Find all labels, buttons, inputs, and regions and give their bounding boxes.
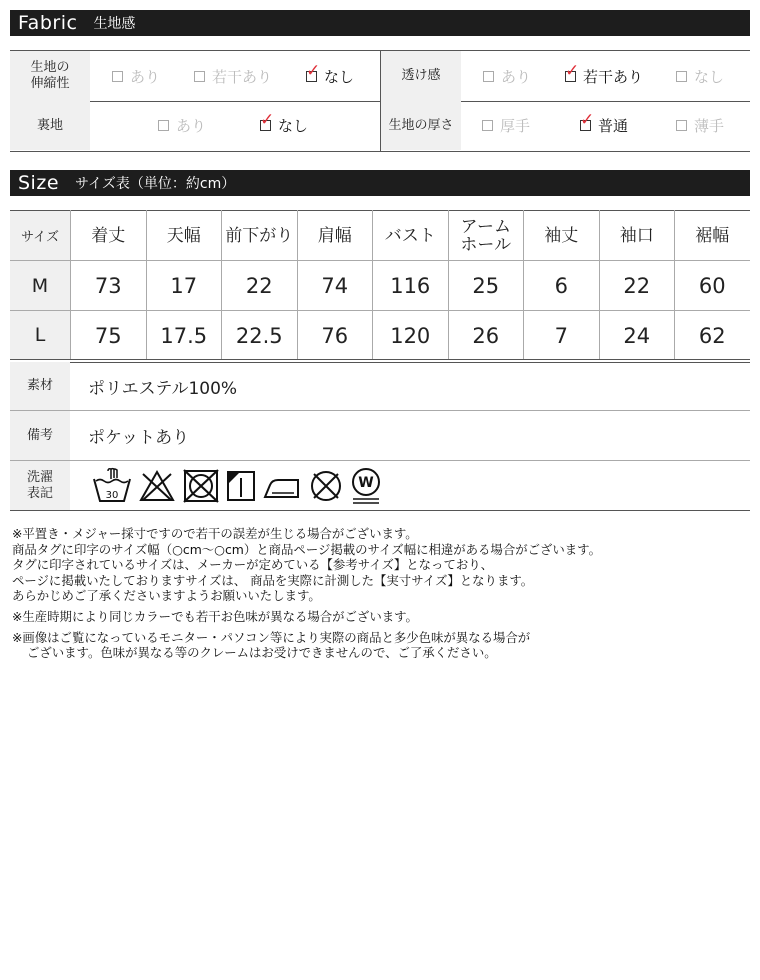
- checkbox-icon: [676, 71, 687, 82]
- size-cell: 60: [698, 273, 726, 298]
- option-label: 薄手: [694, 117, 725, 135]
- material-row: [10, 362, 750, 411]
- checkbox-icon: [194, 71, 205, 82]
- size-column-header: 天幅: [166, 225, 201, 246]
- checkbox-checked-icon: ✓: [306, 60, 321, 81]
- checkbox-icon: [112, 71, 123, 82]
- size-cell: 116: [390, 273, 431, 298]
- size-cell: 22.5: [235, 323, 283, 348]
- label-line: 裏地: [36, 117, 63, 133]
- checkbox-checked-icon: ✓: [565, 60, 580, 81]
- fabric-title-en: Fabric: [18, 12, 78, 34]
- label-line: 生地の: [30, 60, 70, 75]
- iron-low-icon: [262, 471, 302, 501]
- fabric-title-jp: 生地感: [93, 16, 136, 32]
- care-label: [10, 461, 70, 510]
- material-value: ポリエステル100%: [88, 378, 238, 399]
- material-label: 素材: [10, 362, 70, 410]
- note-line: ※画像はご覧になっているモニター・パソコン等により実際の商品と多少色味が異なる場合が: [12, 629, 531, 645]
- note-line: あらかじめご了承くださいますようお願いいたします。: [12, 588, 321, 604]
- fabric-header: [10, 10, 750, 36]
- fabric-row: [10, 51, 750, 102]
- size-cell: 62: [698, 323, 726, 348]
- option-stretch-slight: [194, 51, 272, 101]
- remarks-label: 備考: [10, 411, 70, 460]
- care-row: [10, 461, 750, 511]
- option-lining-no: [260, 101, 308, 150]
- option-sheer-slight: [565, 51, 643, 101]
- note-line: 商品タグに印字のサイズ幅（○cm～○cm）と商品ページ掲載のサイズ幅に相違がある場合がございます。: [12, 541, 601, 557]
- size-header: [10, 170, 750, 196]
- size-cell: 22: [245, 273, 273, 298]
- option-lining-yes: [158, 101, 206, 150]
- checkbox-checked-icon: ✓: [260, 110, 275, 130]
- size-cell: 26: [472, 323, 500, 348]
- label-line: 透け感: [401, 68, 441, 83]
- size-column-header: バスト: [384, 225, 436, 246]
- wet-clean-icon: [350, 466, 382, 506]
- wash-temp: 30: [105, 490, 119, 501]
- no-bleach-icon: [138, 468, 176, 504]
- size-cell: 17.5: [160, 323, 208, 348]
- option-label: 厚手: [500, 117, 531, 135]
- notes: [12, 526, 752, 661]
- option-normal: [580, 101, 628, 150]
- label-line: 表記: [26, 485, 53, 501]
- option-label: あり: [501, 67, 532, 86]
- option-label: なし: [324, 67, 355, 86]
- option-label: あり: [176, 117, 207, 135]
- label-line: 生地の厚さ: [388, 117, 454, 133]
- wet-letter: W: [358, 475, 374, 491]
- option-label: あり: [130, 67, 161, 86]
- checkbox-icon: [483, 71, 494, 82]
- note-line: ページに掲載いたしておりますサイズは、 商品を実際に計測した【実寸サイズ】となります。: [12, 572, 534, 588]
- option-sheer-yes: [483, 51, 531, 101]
- note-line: タグに印字されているサイズは、メーカーが定めている【参考サイズ】となっており、: [12, 557, 494, 573]
- size-row-label: L: [10, 311, 70, 359]
- size-column-header: 肩幅: [317, 225, 352, 246]
- option-stretch-yes: [112, 51, 160, 101]
- fabric-label-thickness: [381, 101, 461, 150]
- size-cell: 17: [170, 273, 198, 298]
- option-label: なし: [278, 117, 309, 135]
- note-line: ※平置き・メジャー採寸ですので若干の誤差が生じる場合がございます。: [12, 526, 418, 541]
- size-cell: 74: [321, 273, 349, 298]
- note-line: ございます。色味が異なる等のクレームはお受けできませんので、ご了承ください。: [27, 645, 497, 661]
- size-cell: 6: [554, 273, 568, 298]
- size-corner: サイズ: [10, 211, 70, 260]
- fabric-label-sheer: [381, 51, 461, 101]
- option-stretch-none: [306, 51, 354, 101]
- label-line: 伸縮性: [30, 76, 70, 91]
- size-cell: 76: [321, 323, 349, 348]
- option-thick: [482, 101, 530, 150]
- fabric-label-lining: [10, 101, 90, 150]
- size-column-header: 袖丈: [544, 225, 579, 246]
- checkbox-icon: [676, 120, 687, 131]
- size-cell: 22: [623, 273, 651, 298]
- size-column-header: 前下がり: [225, 225, 294, 246]
- remarks-value: ポケットあり: [88, 428, 190, 448]
- size-column-header: アーム ホール: [460, 216, 512, 255]
- checkbox-checked-icon: ✓: [580, 110, 595, 130]
- size-column-header: 袖口: [619, 225, 654, 246]
- no-tumble-dry-icon: [182, 468, 220, 504]
- no-dry-clean-icon: [308, 468, 344, 504]
- size-cell: 73: [94, 273, 122, 298]
- size-row-label: M: [10, 261, 70, 310]
- option-label: 若干あり: [583, 67, 644, 86]
- size-title-en: Size: [18, 172, 60, 194]
- size-cell: 75: [94, 323, 122, 348]
- fabric-table: [10, 50, 750, 152]
- care-icons: [92, 465, 382, 507]
- note-line: ※生産時期により同じカラーでも若干お色味が異なる場合がございます。: [12, 608, 418, 624]
- checkbox-icon: [482, 120, 493, 131]
- checkbox-icon: [158, 120, 169, 131]
- remarks-row: [10, 411, 750, 461]
- size-cell: 7: [554, 323, 568, 348]
- size-column-header: 着丈: [91, 225, 126, 246]
- fabric-row: [10, 101, 750, 150]
- size-cell: 24: [623, 323, 651, 348]
- line-dry-shade-icon: [226, 469, 256, 503]
- label-line: 洗濯: [26, 469, 53, 485]
- size-column-header: 裾幅: [695, 225, 730, 246]
- option-sheer-none: [676, 51, 724, 101]
- size-cell: 25: [472, 273, 500, 298]
- size-cell: 120: [390, 323, 431, 348]
- option-label: 若干あり: [212, 67, 273, 86]
- size-title-jp: サイズ表（単位：約cm）: [75, 176, 236, 192]
- option-label: なし: [694, 67, 725, 86]
- option-thin: [676, 101, 724, 150]
- wash-hand-30-icon: [92, 467, 132, 505]
- option-label: 普通: [598, 117, 629, 135]
- fabric-label-stretch: [10, 51, 90, 101]
